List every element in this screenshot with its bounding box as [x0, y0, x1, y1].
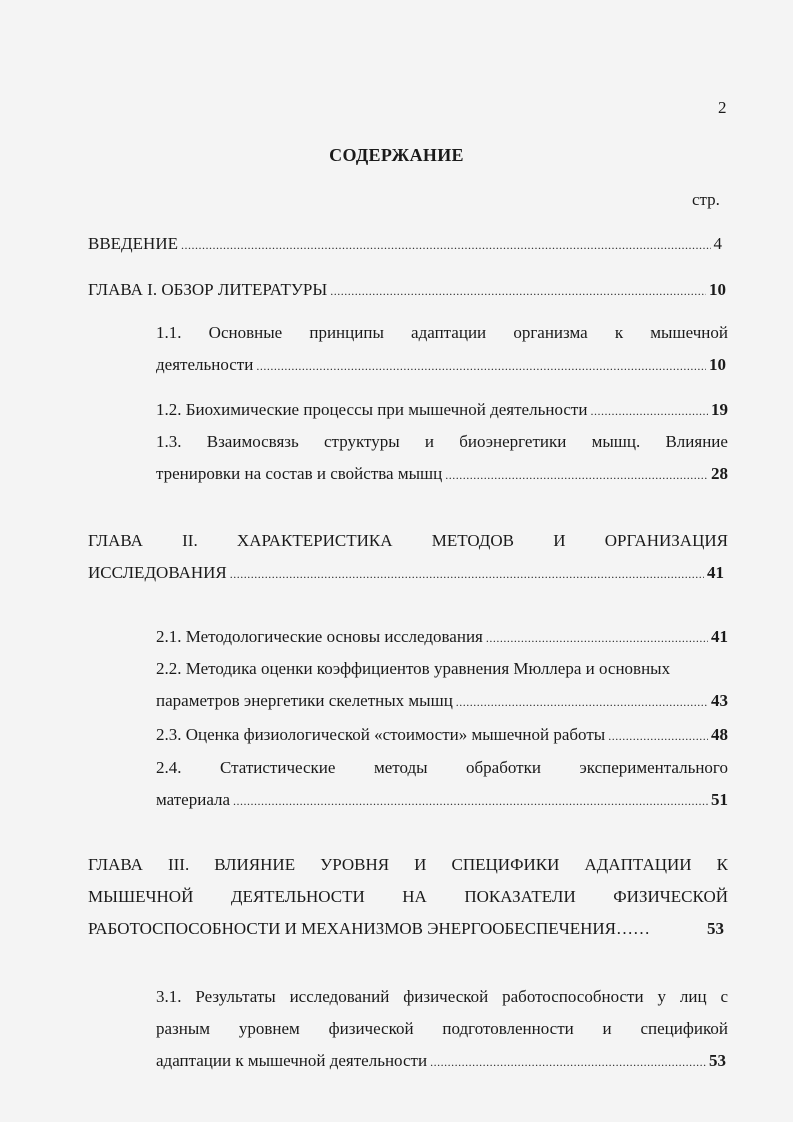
toc-page-number: 10 [709, 280, 726, 299]
word: методы [373, 758, 428, 777]
word: экспериментального [579, 758, 728, 777]
toc-entry-2-2-line1[interactable] [156, 658, 728, 680]
toc-leader [430, 1051, 706, 1073]
toc-entry-text: 2.3. Оценка физиологической «стоимости» мышечной работы [156, 725, 606, 744]
word: III. [167, 855, 190, 874]
toc-leader [256, 355, 706, 377]
toc-entry-2-2-line2[interactable] [156, 690, 728, 713]
page-column-label: стр. [692, 190, 720, 209]
toc-entry-chapter-3-line3[interactable] [88, 918, 724, 940]
toc-leader [590, 400, 708, 422]
toc-entry-text: тренировки на состав и свойства мышц [156, 464, 443, 483]
word: у [657, 987, 666, 1006]
toc-page-number: 51 [711, 790, 728, 809]
word: мышц. [591, 432, 641, 451]
word: ГЛАВА [88, 531, 143, 550]
toc-page-number: 48 [711, 725, 728, 744]
word: 1.3. [156, 432, 182, 451]
word: УРОВНЯ [320, 855, 390, 874]
word: лиц [679, 987, 707, 1006]
toc-entry-3-1-line2[interactable] [156, 1018, 728, 1040]
toc-entry-chapter-3-line2[interactable] [88, 886, 728, 908]
word: Статистические [220, 758, 336, 777]
toc-entry-2-1[interactable] [156, 626, 728, 649]
toc-leader [486, 627, 708, 649]
toc-page-number: 53 [709, 1051, 726, 1070]
toc-page-number: 53 [707, 919, 724, 938]
word: ПОКАЗАТЕЛИ [464, 887, 576, 906]
word: адаптации [411, 323, 487, 342]
toc-entry-2-4-line1[interactable] [156, 757, 728, 779]
toc-page-number: 19 [711, 400, 728, 419]
toc-entry-chapter-1[interactable] [88, 279, 726, 302]
toc-leader [181, 234, 711, 256]
word: физической [403, 987, 489, 1006]
word: ДЕЯТЕЛЬНОСТИ [230, 887, 365, 906]
toc-page-number: 41 [711, 627, 728, 646]
toc-entry-text: ИССЛЕДОВАНИЯ [88, 563, 227, 582]
word: принципы [309, 323, 384, 342]
toc-entry-intro[interactable] [88, 233, 722, 256]
toc-entry-chapter-2-line1[interactable] [88, 530, 728, 552]
toc-entry-1-2[interactable] [156, 399, 728, 422]
toc-entry-text: деятельности [156, 355, 254, 374]
toc-entry-text: ГЛАВА I. ОБЗОР ЛИТЕРАТУРЫ [88, 280, 328, 299]
toc-page-number: 41 [707, 563, 724, 582]
toc-entry-text: материала [156, 790, 231, 809]
word: работоспособности [502, 987, 644, 1006]
toc-page-number: 4 [713, 234, 722, 253]
toc-entry-text: 2.1. Методологические основы исследования [156, 627, 483, 646]
word: биоэнергетики [459, 432, 567, 451]
word: разным [156, 1019, 211, 1038]
word: и [424, 432, 434, 451]
word: Результаты [195, 987, 276, 1006]
word: СПЕЦИФИКИ [451, 855, 560, 874]
word: 1.1. [156, 323, 182, 342]
word: структуры [324, 432, 400, 451]
word: спецификой [640, 1019, 728, 1038]
toc-entry-text: ВВЕДЕНИЕ [88, 234, 178, 253]
toc-entry-text: 1.2. Биохимические процессы при мышечной деятельности [156, 400, 588, 419]
word: И [414, 855, 427, 874]
page-number: 2 [718, 98, 727, 117]
toc-entry-text: адаптации к мышечной деятельности [156, 1051, 428, 1070]
toc-leader [230, 563, 704, 585]
toc-entry-1-3-line2[interactable] [156, 463, 728, 486]
word: к [614, 323, 624, 342]
toc-leader [330, 280, 706, 302]
toc-entry-2-4-line2[interactable] [156, 789, 728, 812]
page-title: СОДЕРЖАНИЕ [329, 145, 464, 165]
word: ОРГАНИЗАЦИЯ [604, 531, 728, 550]
toc-page-number: 28 [711, 464, 728, 483]
toc-entry-chapter-3-line1[interactable] [88, 854, 728, 876]
word: Влияние [665, 432, 728, 451]
toc-leader [456, 691, 708, 713]
toc-leader [233, 790, 708, 812]
word: МЕТОДОВ [431, 531, 515, 550]
toc-leader [445, 464, 708, 486]
word: 2.4. [156, 758, 182, 777]
toc-entry-2-3[interactable] [156, 724, 728, 747]
word: подготовленности [442, 1019, 574, 1038]
word: мышечной [650, 323, 728, 342]
word: уровнем [238, 1019, 300, 1038]
toc-entry-3-1-line3[interactable] [156, 1050, 726, 1073]
word: с [720, 987, 728, 1006]
word: и [602, 1019, 612, 1038]
toc-entry-text: параметров энергетики скелетных мышц [156, 691, 453, 710]
toc-entry-text: 2.2. Методика оценки коэффициентов уравнения Мюллера и основных [156, 659, 671, 678]
toc-entry-1-1-line1[interactable] [156, 322, 728, 344]
word: ВЛИЯНИЕ [214, 855, 296, 874]
toc-entry-3-1-line1[interactable] [156, 986, 728, 1008]
word: ГЛАВА [88, 855, 143, 874]
word: физической [328, 1019, 414, 1038]
toc-entry-text: РАБОТОСПОСОБНОСТИ И МЕХАНИЗМОВ ЭНЕРГООБЕСПЕЧЕНИЯ…… [88, 919, 651, 938]
word: И [553, 531, 566, 550]
word: ФИЗИЧЕСКОЙ [613, 887, 728, 906]
toc-entry-1-1-line2[interactable] [156, 354, 726, 377]
word: II. [182, 531, 198, 550]
word: К [716, 855, 728, 874]
word: МЫШЕЧНОЙ [88, 887, 194, 906]
word: обработки [466, 758, 541, 777]
toc-entry-1-3-line1[interactable] [156, 431, 728, 453]
word: ХАРАКТЕРИСТИКА [236, 531, 393, 550]
word: организма [513, 323, 588, 342]
word: исследований [289, 987, 390, 1006]
toc-entry-chapter-2-line2[interactable] [88, 562, 724, 585]
toc-leader [608, 725, 708, 747]
toc-page-number: 43 [711, 691, 728, 710]
word: Основные [208, 323, 283, 342]
word: Взаимосвязь [206, 432, 299, 451]
word: АДАПТАЦИИ [584, 855, 692, 874]
word: НА [402, 887, 427, 906]
word: 3.1. [156, 987, 182, 1006]
toc-page-number: 10 [709, 355, 726, 374]
